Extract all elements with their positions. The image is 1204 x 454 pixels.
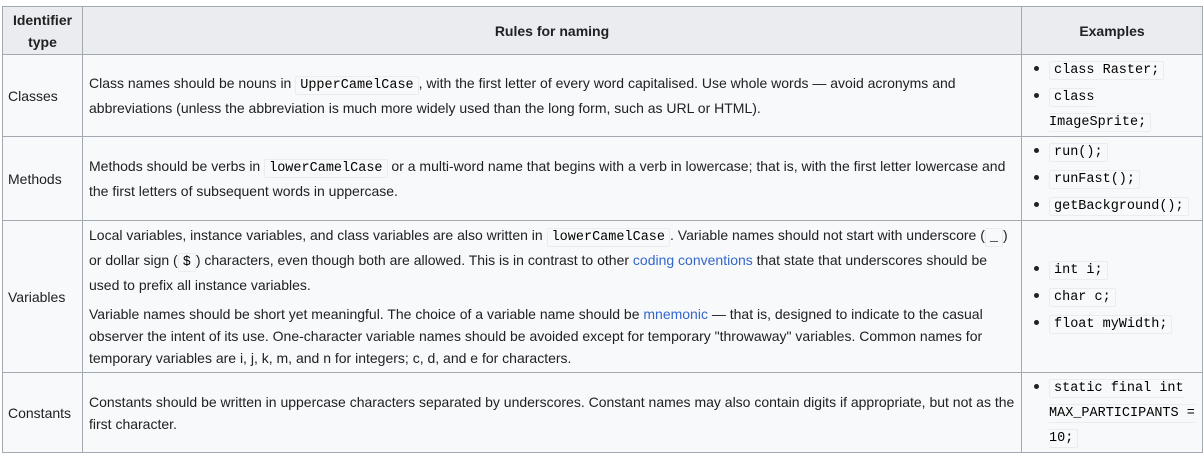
example-code: getBackground(); [1049,197,1189,216]
rule-text: — that is, designed to indicate to the casual observer the intent of its use. One-character variable names should be avoided except for temporary "throwaway" variables. Common names for temporary variables are i, j, k, m, and n for integers; c, d, and e for characters. [89,306,983,366]
rule-text: Variable names should be short yet meaningful. The choice of a variable name should be [89,306,644,322]
example-code: runFast(); [1049,170,1140,189]
example-item [1049,84,1197,134]
examples-list [1027,257,1197,336]
identifier-type-cell: Classes [3,55,83,137]
example-code: static final int MAX_PARTICIPANTS = 10; [1049,381,1195,446]
example-item [1049,375,1197,450]
code-snippet: lowerCamelCase [264,159,387,178]
coding-conventions-link[interactable]: coding conventions [632,252,753,268]
example-item [1049,139,1197,164]
table-row-methods [3,137,1203,221]
naming-conventions-table [2,6,1203,453]
examples-cell [1022,137,1203,221]
rule-text: ) or dollar sign ( [89,227,1008,268]
rule-text: Methods should be verbs in [89,158,265,174]
examples-list [1027,57,1197,134]
rule-text: . Variable names should not start with underscore ( [670,227,985,243]
example-item [1049,284,1197,309]
rule-text: ) characters, even though both are allowed. This is in contrast to other [195,252,633,268]
code-snippet: _ [985,228,1003,247]
examples-cell [1022,55,1203,137]
rule-paragraph [89,391,1015,435]
rules-cell [83,373,1022,453]
table-row-classes [3,55,1203,137]
header-identifier-type: Identifier type [3,7,83,55]
rule-text: Constants should be written in uppercase characters separated by underscores. Constant names may also contain digits if appropriate, but not as the first character. [89,393,1015,432]
example-item [1049,257,1197,282]
rules-cell [83,55,1022,137]
rule-paragraph [89,303,1015,369]
code-snippet: $ [178,253,196,272]
table-row-variables [3,221,1203,373]
rule-paragraph [89,155,1015,202]
header-row [3,7,1203,55]
example-item [1049,193,1197,218]
example-item [1049,166,1197,191]
examples-list [1027,375,1197,450]
rules-cell [83,221,1022,373]
identifier-type-cell: Methods [3,137,83,221]
example-code: float myWidth; [1049,315,1172,334]
rule-text: , with the first letter of every word capitalised. Use whole words — avoid acronyms and abbreviations (unless the abbreviation is much more widely used than the long form, such as URL or HTML). [89,75,956,116]
header-examples: Examples [1022,7,1203,55]
mnemonic-link[interactable]: mnemonic [643,306,708,322]
header-rules: Rules for naming [83,7,1022,55]
example-code: class ImageSprite; [1049,88,1151,132]
example-code: run(); [1049,143,1108,162]
rule-text: Class names should be nouns in [89,75,296,91]
examples-cell [1022,373,1203,453]
example-code: char c; [1049,288,1116,307]
example-item [1049,311,1197,336]
rules-cell [83,137,1022,221]
identifier-type-cell: Constants [3,373,83,453]
examples-cell [1022,221,1203,373]
code-snippet: lowerCamelCase [547,228,670,247]
code-snippet: UpperCamelCase [295,76,418,95]
rule-paragraph [89,72,1015,119]
examples-list [1027,139,1197,218]
rule-text: or a multi-word name that begins with a verb in lowercase; that is, with the first letter lowercase and the first letters of subsequent words in uppercase. [89,158,1006,199]
identifier-type-cell: Variables [3,221,83,373]
example-code: class Raster; [1049,61,1164,80]
example-item [1049,57,1197,82]
table-row-constants [3,373,1203,453]
rule-text: Local variables, instance variables, and class variables are also written in [89,227,547,243]
rule-paragraph [89,224,1015,296]
rule-text: that state that underscores should be used to prefix all instance variables. [89,252,988,293]
example-code: int i; [1049,261,1108,280]
